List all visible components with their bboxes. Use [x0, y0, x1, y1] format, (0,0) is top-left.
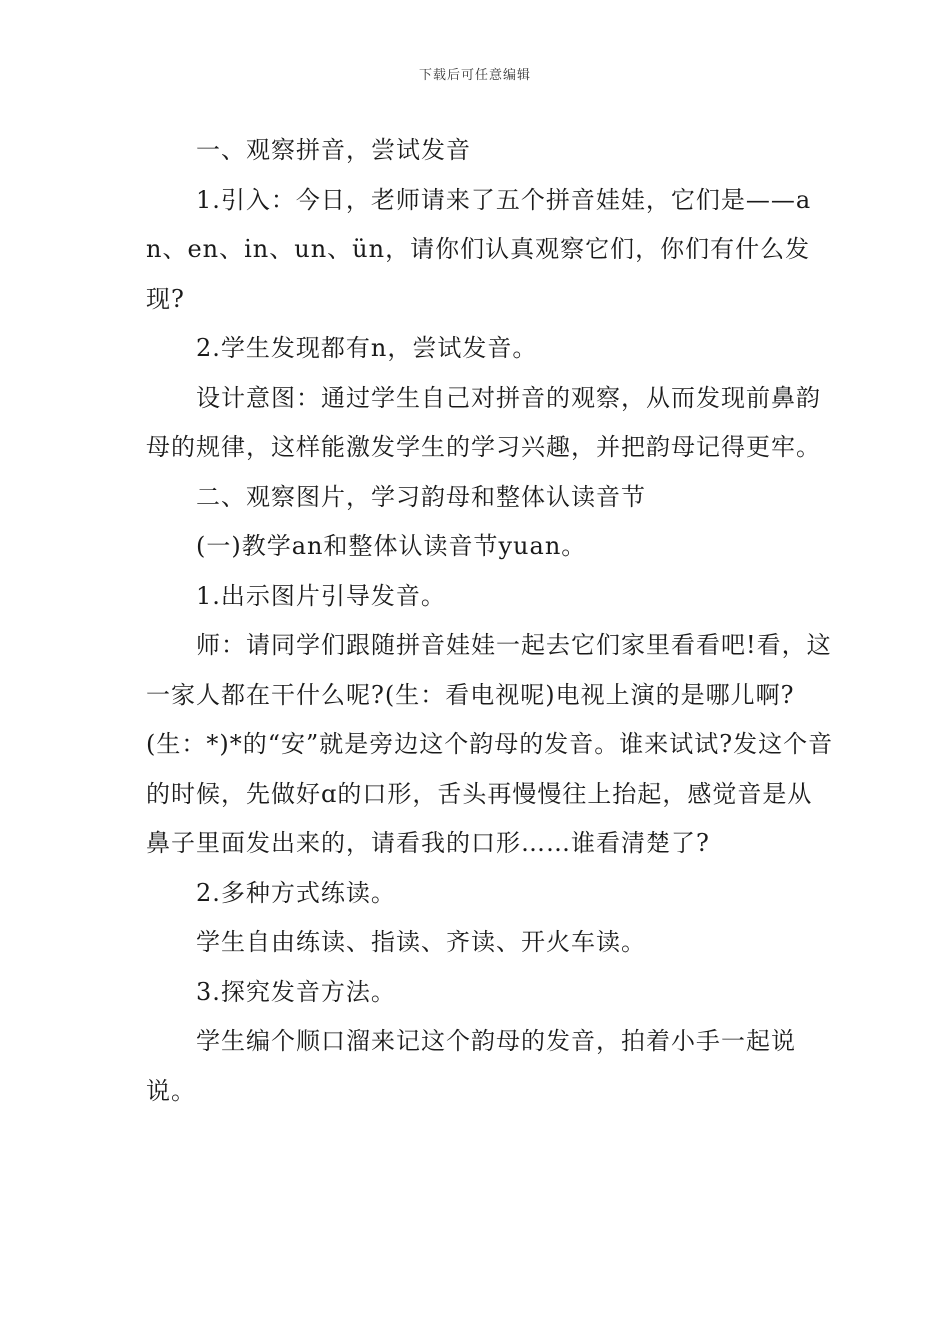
- paragraph-reading-modes: 学生自由练读、指读、齐读、开火车读。: [196, 928, 646, 956]
- page-header-note: 下载后可任意编辑: [418, 68, 531, 83]
- document-body: [146, 126, 836, 1116]
- section-heading-1: 一、观察拼音，尝试发音: [196, 136, 471, 164]
- paragraph-teacher-dialogue: 师：请同学们跟随拼音娃娃一起去它们家里看看吧!看，这一家人都在干什么呢?(生：看电视呢)电视上演的是哪儿啊?(生：*)*的“安”就是旁边这个韵母的发音。谁来试试?发这个音的时候，先做好ɑ的口形，舌头再慢慢往上抬起，感觉音是从鼻子里面发出来的，请看我的口形……谁看清楚了?: [146, 631, 834, 857]
- paragraph-intro: 1.引入：今日，老师请来了五个拼音娃娃，它们是——an、en、in、un、ün，请你们认真观察它们，你们有什么发现?: [146, 185, 812, 313]
- paragraph-explore-method: 3.探究发音方法。: [196, 977, 396, 1006]
- subsection-heading-an: (一)教学an和整体认读音节yuan。: [196, 532, 587, 560]
- paragraph-design-intent: 设计意图：通过学生自己对拼音的观察，从而发现前鼻韵母的规律，这样能激发学生的学习兴趣，并把韵母记得更牢。: [146, 383, 821, 461]
- section-heading-2: 二、观察图片，学习韵母和整体认读音节: [196, 482, 646, 511]
- paragraph-rhyme: 学生编个顺口溜来记这个韵母的发音，拍着小手一起说说。: [146, 1027, 796, 1105]
- paragraph-practice: 2.多种方式练读。: [196, 878, 396, 907]
- paragraph-discovery: 2.学生发现都有n，尝试发音。: [196, 334, 538, 362]
- paragraph-show-picture: 1.出示图片引导发音。: [196, 581, 446, 610]
